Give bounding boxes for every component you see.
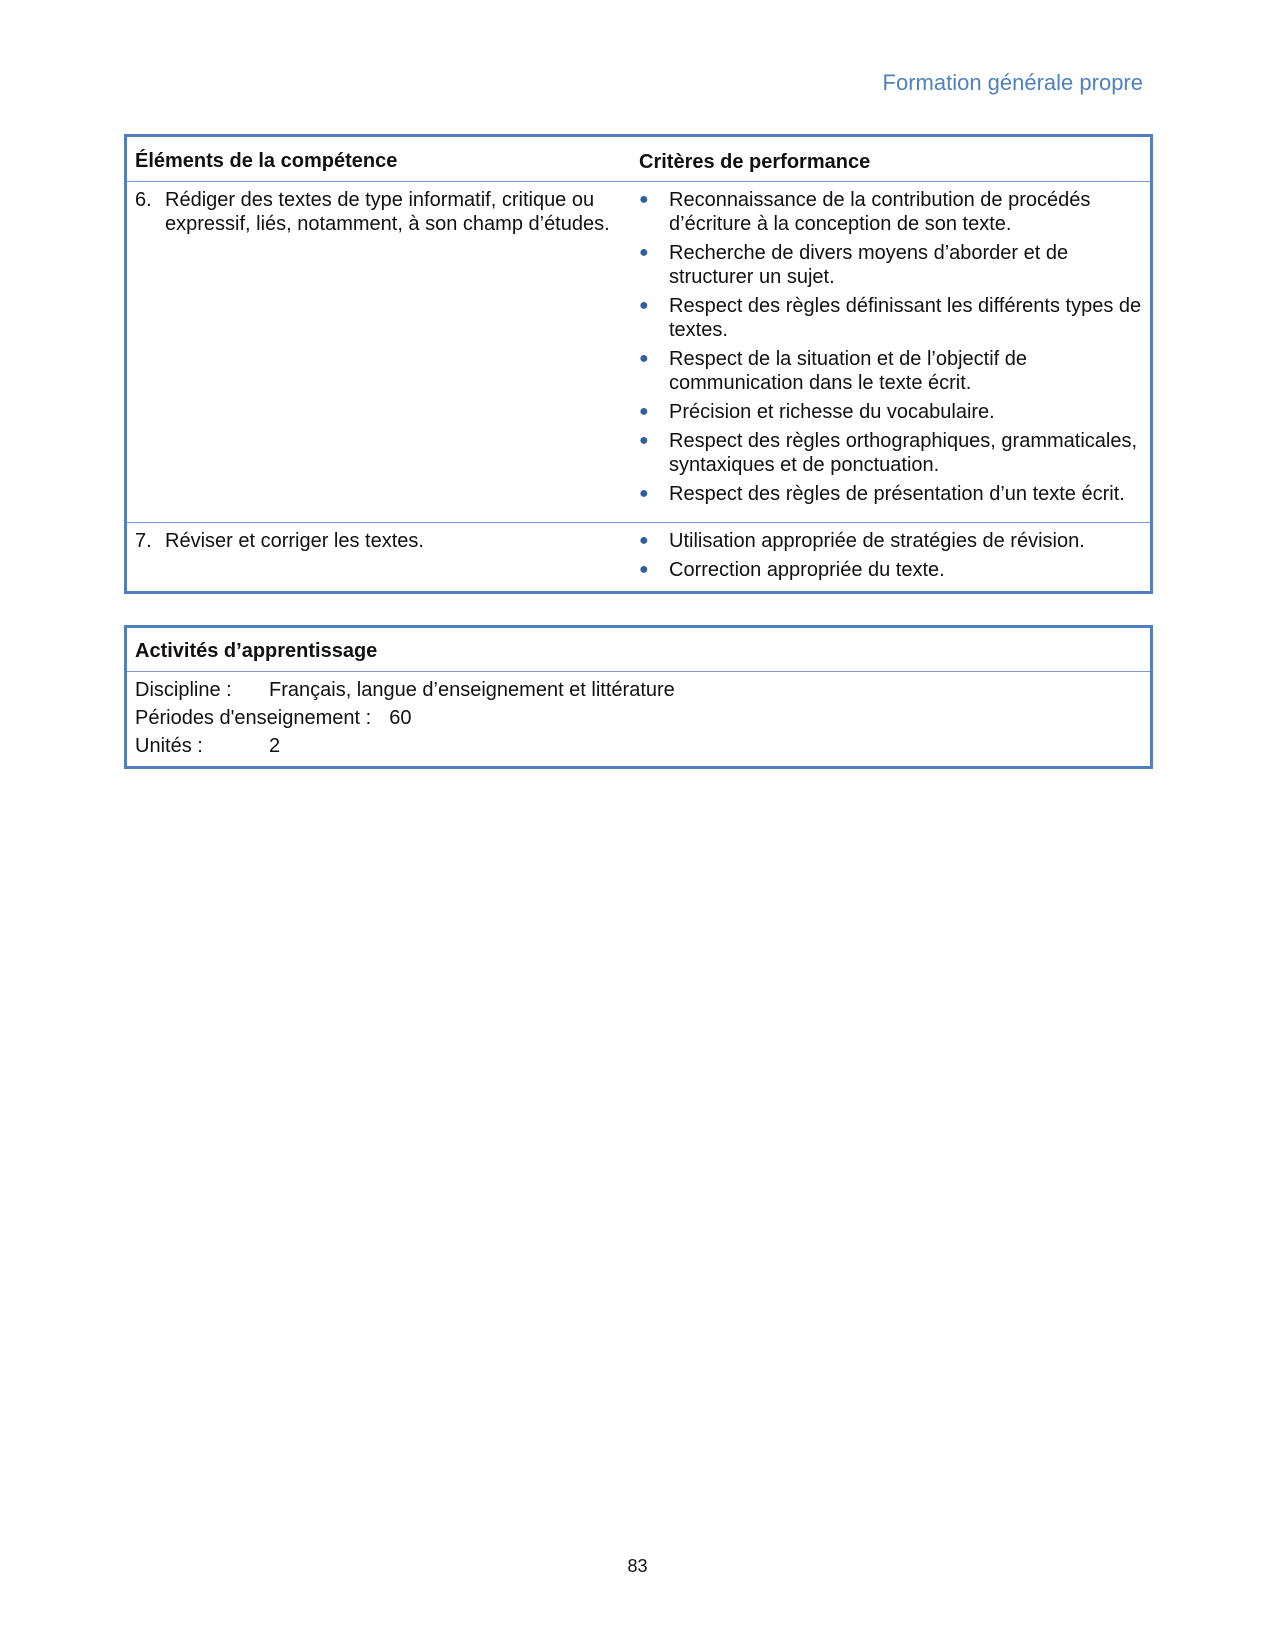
competence-table [124,134,1153,594]
table-row [127,181,1150,522]
criterion-text: Respect de la situation et de l’objectif de communication dans le texte écrit. [669,348,1027,394]
list-item [639,294,1142,342]
criteria-cell [631,182,1150,522]
page-number: 83 [627,1556,648,1576]
criterion-text: Correction appropriée du texte. [669,559,945,581]
list-item [639,558,1142,582]
bullet-icon: ● [639,350,649,367]
list-item [639,241,1142,289]
bullet-icon: ● [639,561,649,578]
list-item [639,347,1142,395]
bullet-icon: ● [639,485,649,502]
bullet-icon: ● [639,191,649,208]
element-text: Rédiger des textes de type informatif, critique ou expressif, liés, notamment, à son champ d’études. [165,189,610,235]
criterion-text: Recherche de divers moyens d’aborder et de structurer un sujet. [669,242,1069,288]
bullet-icon: ● [639,403,649,420]
criterion-text: Respect des règles de présentation d’un texte écrit. [669,483,1125,505]
criterion-text: Reconnaissance de la contribution de procédés d’écriture à la conception de son texte. [669,189,1091,235]
bullet-icon: ● [639,432,649,449]
activities-title: Activités d’apprentissage [127,628,1150,672]
running-header: Formation générale propre [882,70,1143,95]
list-item [639,188,1142,236]
bullet-icon: ● [639,297,649,314]
table-row [127,522,1150,591]
criterion-text: Respect des règles définissant les différents types de textes. [669,295,1142,341]
list-item [639,429,1142,477]
activities-box [124,625,1153,769]
header-elements: Éléments de la compétence [135,149,398,172]
bullet-icon: ● [639,244,649,261]
list-item [639,529,1142,553]
criteria-cell [631,523,1150,591]
element-cell [127,182,631,522]
discipline-value: Français, langue d’enseignement et littérature [269,679,675,701]
element-cell [127,523,631,591]
discipline-label: Discipline : [135,679,232,701]
header-criteria: Critères de performance [639,150,871,173]
element-number: 7. [135,530,152,552]
bullet-icon: ● [639,532,649,549]
periods-label: Périodes d'enseignement : [135,707,372,729]
table-header-row [127,137,1150,181]
list-item [639,400,1142,424]
element-text: Réviser et corriger les textes. [165,530,424,552]
list-item [639,482,1142,506]
units-line [135,732,1142,760]
units-label: Unités : [135,735,203,757]
discipline-line [135,676,1142,704]
periods-line [135,704,1142,732]
criterion-text: Respect des règles orthographiques, grammaticales, syntaxiques et de ponctuation. [669,430,1138,476]
element-number: 6. [135,189,152,211]
criterion-text: Utilisation appropriée de stratégies de révision. [669,530,1085,552]
criterion-text: Précision et richesse du vocabulaire. [669,401,995,423]
periods-value: 60 [389,707,412,729]
units-value: 2 [269,735,281,757]
